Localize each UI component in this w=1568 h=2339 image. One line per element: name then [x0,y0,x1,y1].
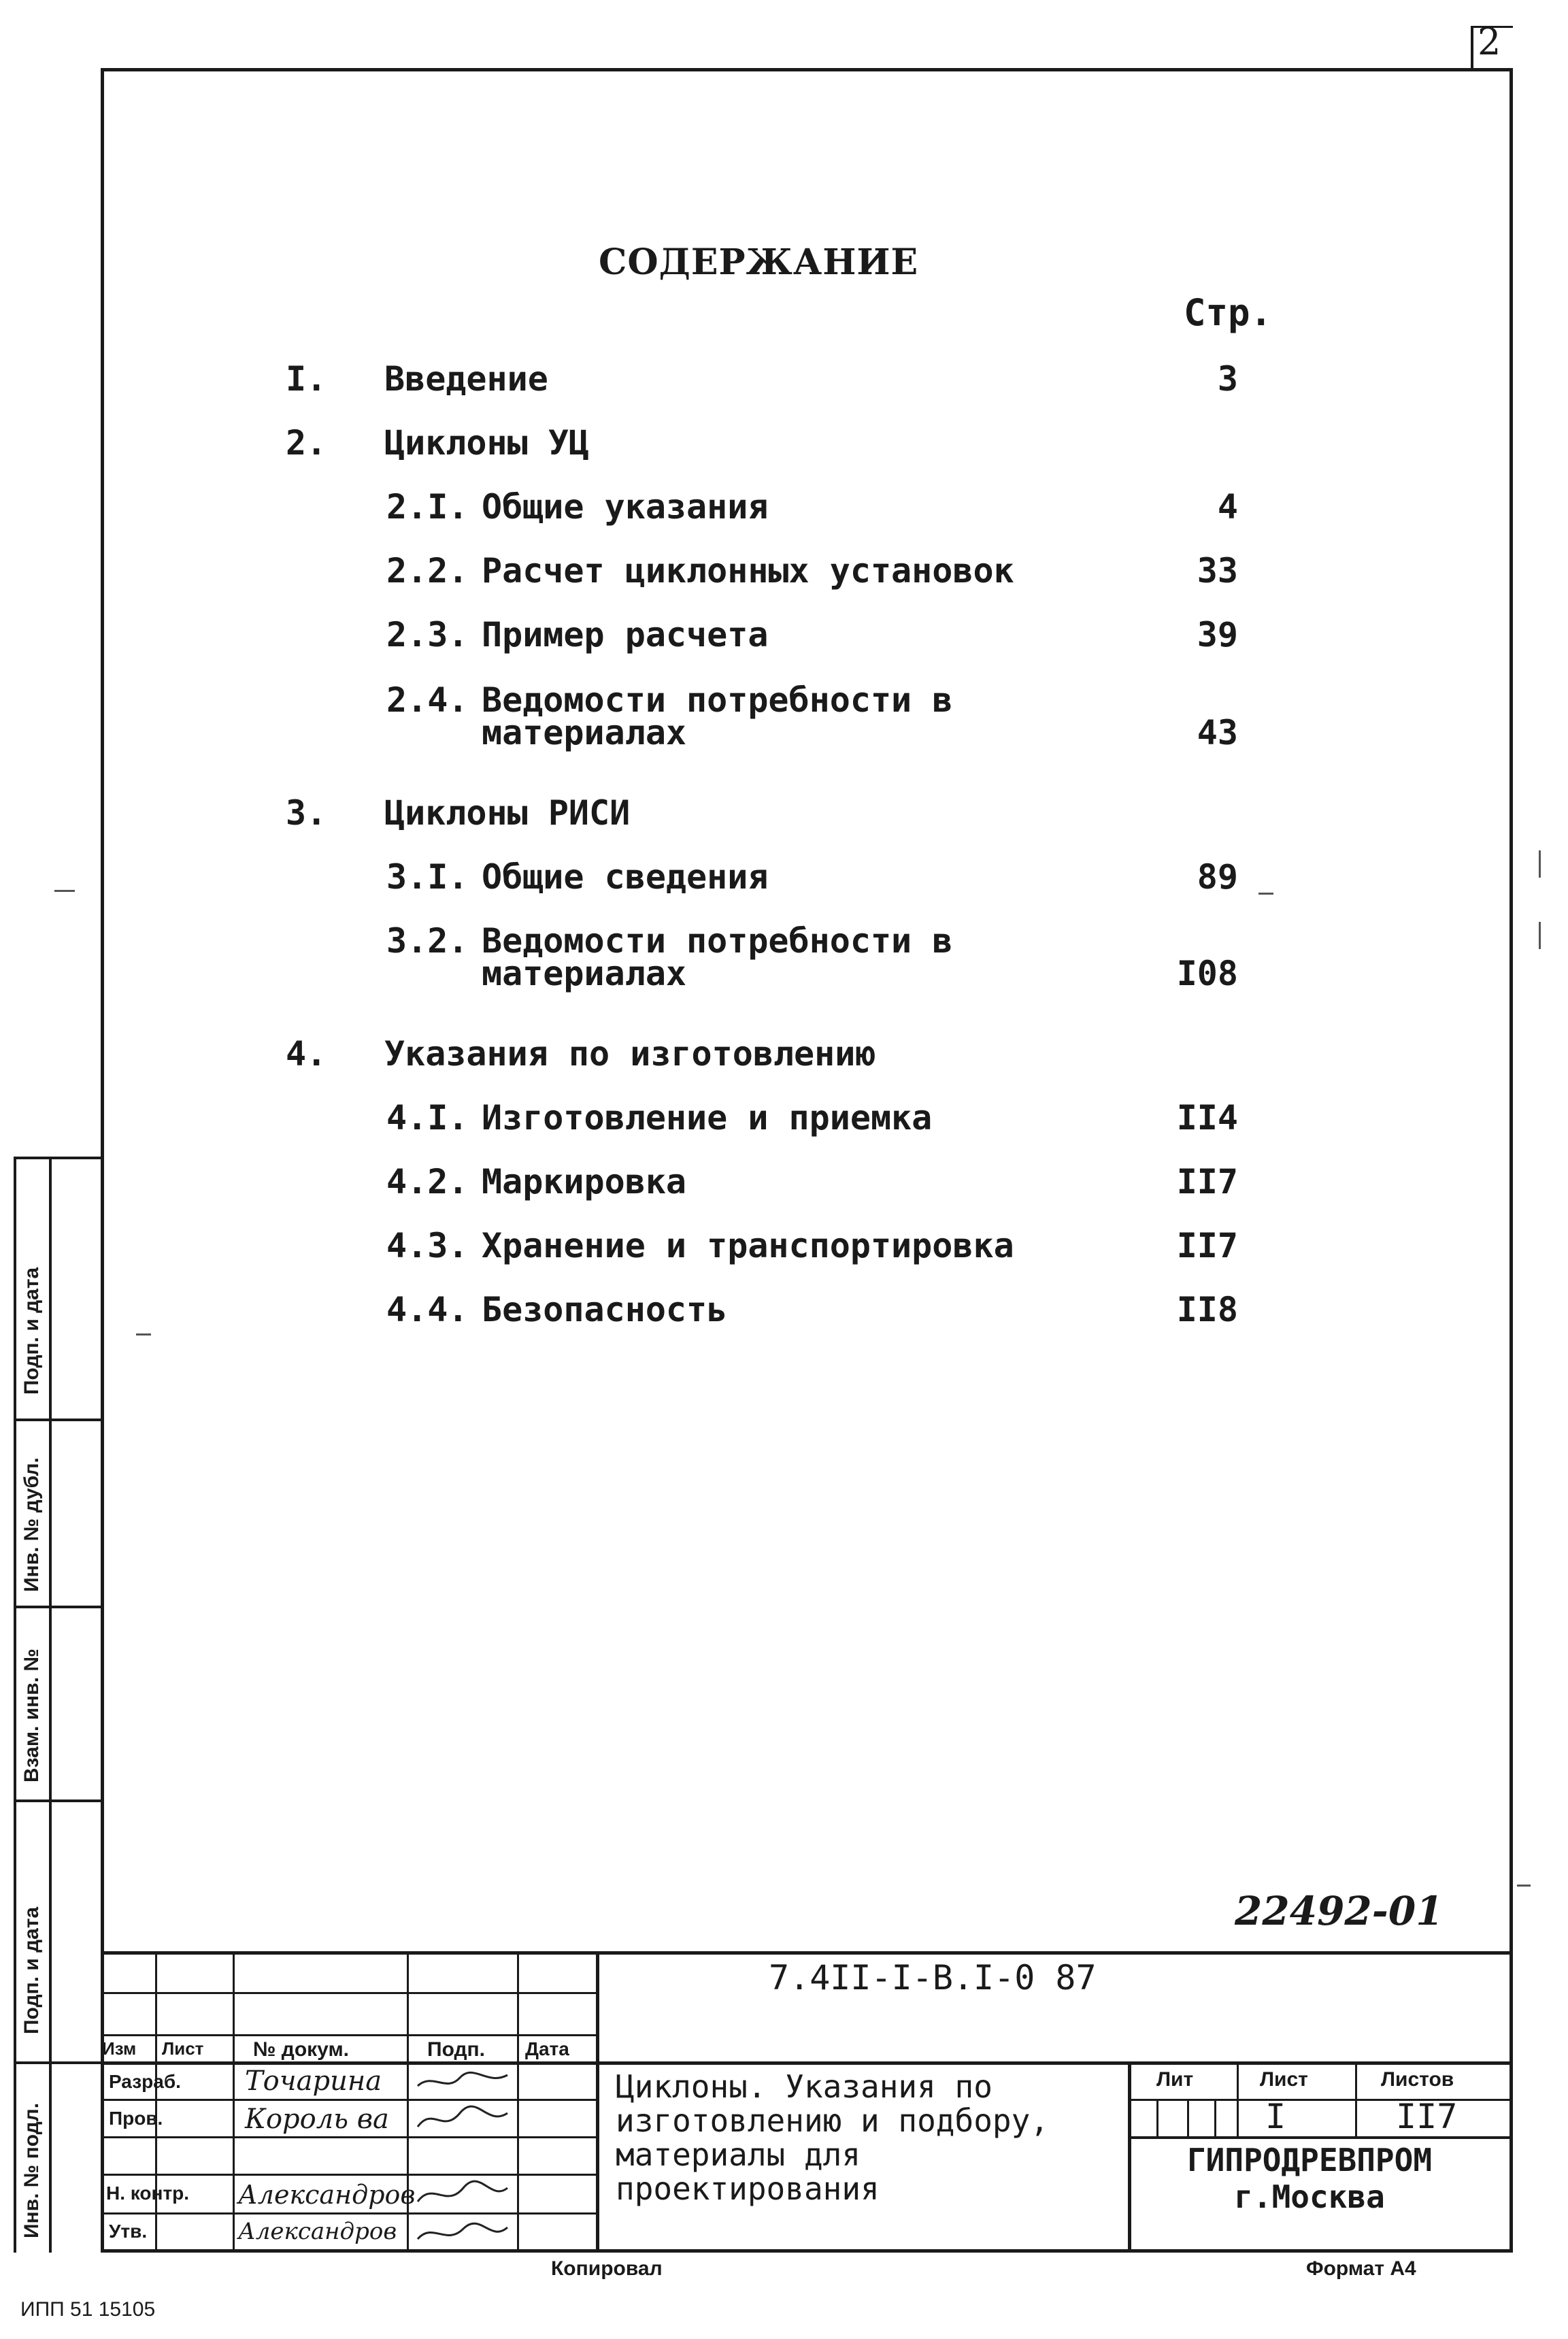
toc-text: Хранение и транспортировка [482,1226,1014,1265]
toc-text: Ведомости потребности в [482,921,953,961]
toc-number: 4.4. [386,1290,469,1329]
toc-text: Безопасность [482,1290,728,1329]
toc-number: 4.I. [386,1098,469,1138]
toc-page: I08 [1176,954,1238,993]
organization-city: г.Москва [1234,2178,1385,2215]
toc-text: Маркировка [482,1162,687,1201]
toc-text-continued: материалах [482,954,687,993]
toc-number: 4. [286,1034,327,1074]
role-name: Король ва [245,2104,389,2135]
page-column-label: Стр. [1184,291,1273,334]
role-label: Пров. [109,2108,163,2129]
toc-page: II8 [1176,1290,1238,1329]
document-description: Циклоны. Указания по изготовлению и подбору, материалы для проектирования [616,2068,1049,2207]
format-label: Формат А4 [1306,2257,1416,2280]
side-label: Инв. № подл. [20,2102,43,2238]
toc-text-continued: материалах [482,713,687,752]
toc-text: Циклоны РИСИ [384,793,631,833]
toc-text: Общие указания [482,487,769,527]
toc-page: 33 [1197,551,1238,591]
role-label: Утв. [109,2221,148,2242]
toc-number: 2. [286,423,327,463]
toc-page: 3 [1217,359,1238,399]
organization-name: ГИПРОДРЕВПРОМ [1186,2142,1433,2178]
side-label: Подп. и дата [20,1267,43,1395]
scan-mark [1539,850,1541,878]
side-label: Взам. инв. № [20,1648,43,1782]
toc-page: II7 [1176,1162,1238,1201]
scan-mark [1258,893,1273,895]
role-label: Разраб. [109,2071,181,2092]
scan-mark [1539,922,1541,949]
header-sign: Подп. [427,2038,485,2061]
sheet-number: 2 [1478,20,1501,63]
role-label: Н. контр. [106,2183,190,2204]
header-sheet: Лист [1260,2068,1308,2091]
scan-mark [54,890,75,892]
role-name: Точарина [245,2066,382,2097]
toc-number: 2.2. [386,551,469,591]
scan-mark [136,1333,151,1336]
toc-number: I. [286,359,327,399]
header-list: Лист [162,2038,204,2059]
toc-number: 2.3. [386,615,469,654]
toc-page: II4 [1176,1098,1238,1138]
header-doc: № докум. [253,2038,349,2061]
toc-page: 89 [1197,857,1238,897]
toc-number: 3. [286,793,327,833]
toc-number: 2.I. [386,487,469,527]
header-lit: Лит [1156,2068,1194,2091]
role-name: Александров [238,2218,397,2245]
toc-number: 4.2. [386,1162,469,1201]
header-sheets: Листов [1381,2068,1454,2091]
toc-page: 43 [1197,713,1238,752]
toc-page: II7 [1176,1226,1238,1265]
toc-number: 3.I. [386,857,469,897]
toc-text: Пример расчета [482,615,769,654]
toc-text: Изготовление и приемка [482,1098,933,1138]
toc-text: Расчет циклонных установок [482,551,1014,591]
copied-label: Копировал [551,2257,663,2280]
side-label: Подп. и дата [20,1906,43,2034]
header-date: Дата [525,2038,569,2059]
document-code: 7.4II-I-В.I-0 87 [769,1958,1097,1997]
side-label: Инв. № дубл. [20,1457,43,1592]
toc-text: Введение [384,359,548,399]
sheet-value: I [1265,2097,1286,2136]
sheets-value: II7 [1396,2097,1458,2136]
toc-page: 39 [1197,615,1238,654]
toc-number: 2.4. [386,680,469,720]
toc-number: 3.2. [386,921,469,961]
signatures [412,2066,514,2249]
toc-number: 4.3. [386,1226,469,1265]
page-title: СОДЕРЖАНИЕ [599,242,919,283]
toc-text: Циклоны УЦ [384,423,590,463]
role-name: Александров [238,2180,416,2210]
toc-page: 4 [1217,487,1238,527]
toc-text: Указания по изготовлению [384,1034,876,1074]
handwritten-number: 22492-01 [1235,1888,1444,1934]
organization [1153,2142,1466,2215]
print-stamp: ИПП 51 15105 [20,2298,156,2321]
scan-mark [1517,1885,1531,1887]
toc-text: Ведомости потребности в [482,680,953,720]
toc-text: Общие сведения [482,857,769,897]
header-izm: Изм [102,2038,137,2059]
